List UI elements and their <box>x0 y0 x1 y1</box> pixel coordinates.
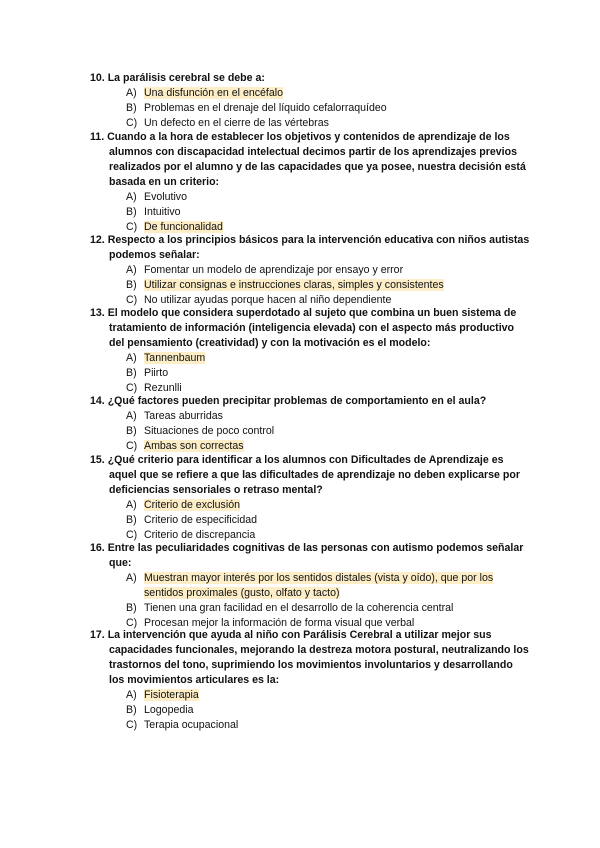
option-b: B) Criterio de especificidad <box>126 514 258 526</box>
question-text: Cuando a la hora de establecer los objetivos y contenidos de aprendizaje de los alumnos con discapacidad intelectual decimos partir de los aprendizajes previos realizados por el alumno y de las capacidades que ya posee, nuestra decisión está basada en un criterio: <box>107 131 526 188</box>
option-b: B) Problemas en el drenaje del líquido cefalorraquídeo <box>126 102 387 114</box>
question-number: 13. <box>90 307 105 319</box>
answer-highlight: Fisioterapia <box>144 689 199 701</box>
question-15 <box>90 453 530 543</box>
question-number: 14. <box>90 395 105 407</box>
answer-highlight: Tannenbaum <box>144 352 206 364</box>
question-text: ¿Qué factores pueden precipitar problemas de comportamiento en el aula? <box>107 395 487 407</box>
answer-highlight: Utilizar consignas e instrucciones claras, simples y consistentes <box>144 279 444 291</box>
question-12 <box>90 233 530 308</box>
option-a: A) Muestran mayor interés por los sentidos distales (vista y oído), que por los sentidos proximales (gusto, olfato y tacto) <box>126 572 494 599</box>
option-c: C) No utilizar ayudas porque hacen al niño dependiente <box>126 294 392 306</box>
option-c: C) Un defecto en el cierre de las vértebras <box>126 117 329 129</box>
question-16 <box>90 541 530 631</box>
answer-highlight: De funcionalidad <box>144 221 223 233</box>
option-a: A) Fisioterapia <box>126 689 199 701</box>
question-number: 11. <box>90 131 105 143</box>
option-a: A) Tareas aburridas <box>126 410 223 422</box>
option-c: C) Rezunlli <box>126 382 182 394</box>
question-13 <box>90 306 530 396</box>
answer-highlight: Muestran mayor interés por los sentidos distales (vista y oído), que por los sentidos proximales (gusto, olfato y tacto) <box>144 572 494 599</box>
option-a: A) Una disfunción en el encéfalo <box>126 87 283 99</box>
option-c: C) Ambas son correctas <box>126 440 244 452</box>
question-text: El modelo que considera superdotado al sujeto que combina un buen sistema de tratamiento de información (inteligencia elevada) con el aspecto más productivo del pensamiento (creatividad) y con la motivación es el modelo: <box>107 307 517 349</box>
question-text: ¿Qué criterio para identificar a los alumnos con Dificultades de Aprendizaje es aquel que se refiere a que las dificultades de aprendizaje no deben explicarse por deficiencias sensoriales o retraso mental? <box>107 454 520 496</box>
question-number: 15. <box>90 454 105 466</box>
option-c: C) De funcionalidad <box>126 221 223 233</box>
question-number: 17. <box>90 629 105 641</box>
option-c: C) Terapia ocupacional <box>126 719 239 731</box>
question-text: Respecto a los principios básicos para la intervención educativa con niños autistas podemos señalar: <box>107 234 530 261</box>
answer-highlight: Criterio de exclusión <box>144 499 240 511</box>
option-a: A) Criterio de exclusión <box>126 499 240 511</box>
question-text: La intervención que ayuda al niño con Parálisis Cerebral a utilizar mejor sus capacidades funcionales, mejorando la destreza motora postural, neutralizando los trastornos del tono, suprimiendo los movimientos involuntarios y desarrollando los movimientos articulares es la: <box>107 629 529 686</box>
option-b: B) Utilizar consignas e instrucciones claras, simples y consistentes <box>126 279 444 291</box>
question-text: Entre las peculiaridades cognitivas de las personas con autismo podemos señalar que: <box>107 542 524 569</box>
option-a: A) Fomentar un modelo de aprendizaje por ensayo y error <box>126 264 404 276</box>
answer-highlight: Ambas son correctas <box>144 440 244 452</box>
question-17 <box>90 628 530 733</box>
question-11 <box>90 130 530 235</box>
option-a: A) Evolutivo <box>126 191 187 203</box>
option-c: C) Criterio de discrepancia <box>126 529 256 541</box>
question-number: 16. <box>90 542 105 554</box>
option-a: A) Tannenbaum <box>126 352 206 364</box>
question-number: 12. <box>90 234 105 246</box>
option-b: B) Piirto <box>126 367 169 379</box>
option-b: B) Situaciones de poco control <box>126 425 275 437</box>
answer-highlight: Una disfunción en el encéfalo <box>144 87 283 99</box>
question-text: La parálisis cerebral se debe a: <box>107 72 265 84</box>
option-b: B) Intuitivo <box>126 206 181 218</box>
question-10 <box>90 71 530 131</box>
option-b: B) Logopedia <box>126 704 194 716</box>
question-14 <box>90 394 530 454</box>
option-b: B) Tienen una gran facilidad en el desarrollo de la coherencia central <box>126 602 454 614</box>
question-number: 10. <box>90 72 105 84</box>
option-c: C) Procesan mejor la información de forma visual que verbal <box>126 617 415 629</box>
